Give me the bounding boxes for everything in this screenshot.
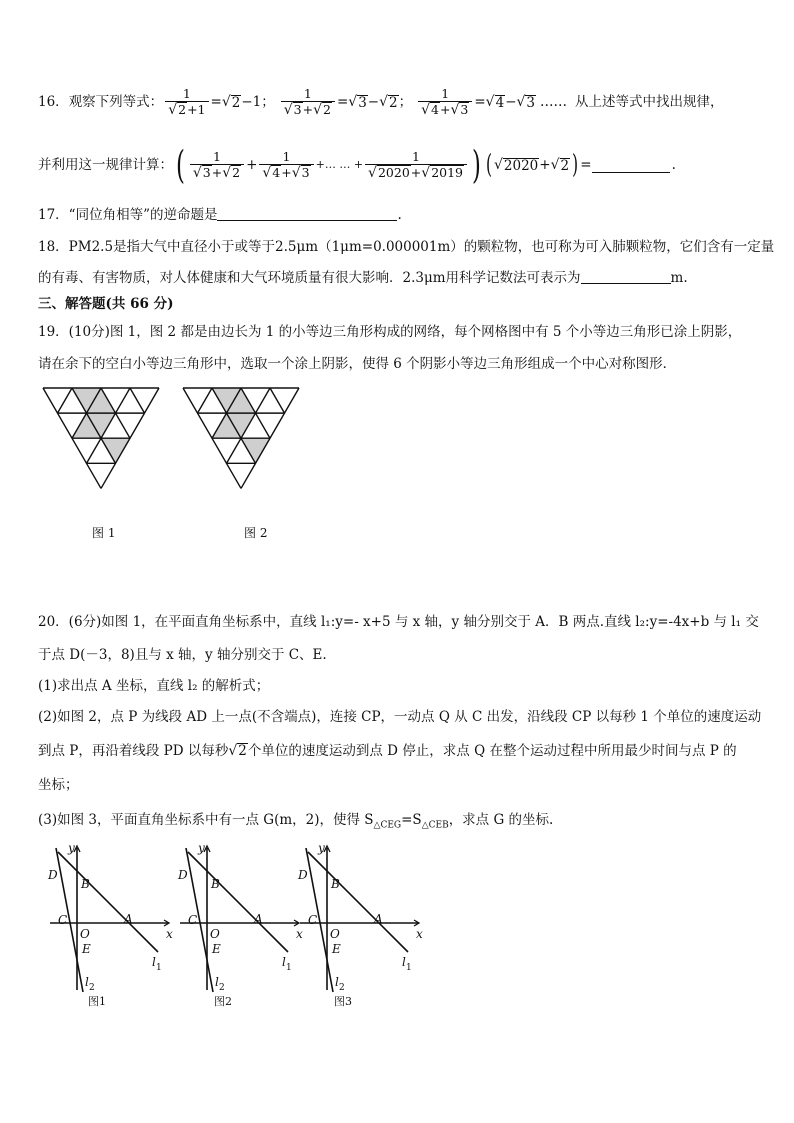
graph-label-E: E <box>212 942 221 956</box>
q20-graph3 <box>297 841 423 993</box>
graph-label-x: x <box>166 927 173 941</box>
graph-label-x: x <box>296 927 303 941</box>
graph-label-B: B <box>331 877 340 891</box>
grid-line <box>130 388 145 413</box>
q19-figure1-grid <box>43 388 159 488</box>
q20-line5: 到点 P，再沿着线段 PD 以每秒√2个单位的速度运动到点 D 停止，求点 Q 在整个运动过程中所用最少时间与点 P 的 <box>38 743 737 759</box>
grid-line <box>198 388 213 413</box>
graph-label-l2-sub: 2 <box>339 983 345 993</box>
section3-title: 三、解答题(共 66 分) <box>38 296 174 312</box>
graph-label-A: A <box>254 912 263 926</box>
q16-sum-term3: $\frac{1}{√2020+√2019}$ <box>365 149 467 181</box>
shaded-triangle <box>241 438 270 463</box>
q20-line1: 20．(6分)如图 1，在平面直角坐标系中，直线 l₁:y=- x+5 与 x 轴，y 轴分别交于 A．B 两点.直线 l₂:y=-4x+b 与 l₁ 交 <box>38 614 759 630</box>
graph-label-l2-sub: 2 <box>89 983 95 993</box>
q16-eq3-fraction: $\frac{1}{√4+√3}$ <box>418 86 472 118</box>
graph-label-l1: l <box>152 955 156 969</box>
q19-line2: 请在余下的空白小等边三角形中，选取一个涂上阴影，使得 6 个阴影小等边三角形组成一个中心对称图形． <box>38 356 677 372</box>
q16-eq2-fraction: $\frac{1}{√3+√2}$ <box>281 86 335 118</box>
q20-line3: (1)求出点 A 坐标，直线 l₂ 的解析式； <box>38 678 270 694</box>
q20-graph1 <box>47 841 173 993</box>
q17: 17．“同位角相等”的逆命题是 . <box>38 207 402 223</box>
graph-label-D: D <box>48 868 58 882</box>
q19-triangle-grids <box>0 380 400 540</box>
q20-fig3-caption: 图3 <box>334 995 352 1008</box>
shaded-triangle <box>101 438 130 463</box>
q16-line1: 16． 观察下列等式： $\frac{1}{√2+1}$ = √ 2 −1 ； $\frac{1}{√3+√2}$ = √ 3 − √ 2 ； $\frac{1}{√4+√3}$ = √ 4 − √ 3 …… 从上述等式中找出规律， <box>38 86 724 118</box>
graph-label-D: D <box>178 868 188 882</box>
q16-intro: 观察下列等式： <box>68 94 164 110</box>
grid-line <box>58 388 73 413</box>
graph-label-A: A <box>374 912 383 926</box>
graph-label-l2: l <box>335 975 339 989</box>
graph-label-y: y <box>318 841 325 855</box>
graph-label-C: C <box>188 913 198 927</box>
q19-fig1-caption: 图 1 <box>92 526 116 540</box>
q16-eq1-fraction: $\frac{1}{√2+1}$ <box>165 86 208 118</box>
q16-line2: 并利用这一规律计算： ( $\frac{1}{√3+√2}$ + $\frac{1}{√4+√3}$ +… … + $\frac{1}{√2020+√2019}$ ) ( √ 2020 + √ 2 ) = . <box>38 143 676 187</box>
graph-label-x: x <box>416 927 423 941</box>
graph-label-y: y <box>198 841 205 855</box>
graph-label-C: C <box>308 913 318 927</box>
q20-line7: (3)如图 3，平面直角坐标系中有一点 G(m，2)，使得 $S_{\triangle CEG}=S_{\triangle CEB}$，求点 G 的坐标. <box>38 812 554 831</box>
grid-line <box>270 388 285 413</box>
graph-label-O: O <box>330 927 340 941</box>
q18-line1: 18．PM2.5是指大气中直径小于或等于2.5μm（1μm=0.000001m）的颗粒物，也可称为可入肺颗粒物，它们含有一定量 <box>38 239 775 255</box>
graph-label-O: O <box>210 927 220 941</box>
q16-number: 16． <box>38 94 69 110</box>
graph-label-l1-sub: 1 <box>406 963 412 973</box>
graph-label-O: O <box>80 927 90 941</box>
q20-line4: (2)如图 2，点 P 为线段 AD 上一点(不含端点)，连接 CP，一动点 Q 从 C 出发，沿线段 CP 以每秒 1 个单位的速度运动 <box>38 709 762 725</box>
graph-label-l1-sub: 1 <box>286 963 292 973</box>
q16-answer-blank[interactable] <box>592 158 670 173</box>
q20-line6: 坐标； <box>38 777 79 793</box>
graph-label-B: B <box>211 877 220 891</box>
graph-label-E: E <box>332 942 341 956</box>
q20-graph2 <box>177 841 303 993</box>
graph-label-C: C <box>58 913 68 927</box>
q20-line2: 于点 D(－3，8)且与 x 轴，y 轴分别交于 C、E. <box>38 647 327 663</box>
graph-label-y: y <box>68 841 75 855</box>
graph-label-l2: l <box>215 975 219 989</box>
q19-fig2-caption: 图 2 <box>244 526 268 540</box>
q19-figure2-grid <box>183 388 299 488</box>
graph-label-D: D <box>298 868 308 882</box>
graph-label-l2: l <box>85 975 89 989</box>
graph-label-B: B <box>81 877 90 891</box>
q16-sum-term1: $\frac{1}{√3+√2}$ <box>190 149 244 181</box>
graph-label-l1: l <box>402 955 406 969</box>
q17-answer-blank[interactable] <box>217 206 397 221</box>
q18-line2: 的有毒、有害物质，对人体健康和大气环境质量有很大影响．2.3μm用科学记数法可表示为 m. <box>38 270 688 286</box>
q16-sum-term2: $\frac{1}{√4+√3}$ <box>259 149 313 181</box>
q18-answer-blank[interactable] <box>581 269 671 284</box>
q20-fig2-caption: 图2 <box>214 995 232 1008</box>
q19-line1: 19．(10分)图 1，图 2 都是由边长为 1 的小等边三角形构成的网络，每个网格图中有 5 个小等边三角形已涂上阴影， <box>38 324 742 340</box>
graph-label-l1: l <box>282 955 286 969</box>
graph-label-E: E <box>82 942 91 956</box>
graph-label-l2-sub: 2 <box>219 983 225 993</box>
graph-label-A: A <box>124 912 133 926</box>
graph-label-l1-sub: 1 <box>156 963 162 973</box>
q20-fig1-caption: 图1 <box>88 995 106 1008</box>
q20-graphs <box>0 840 460 1015</box>
